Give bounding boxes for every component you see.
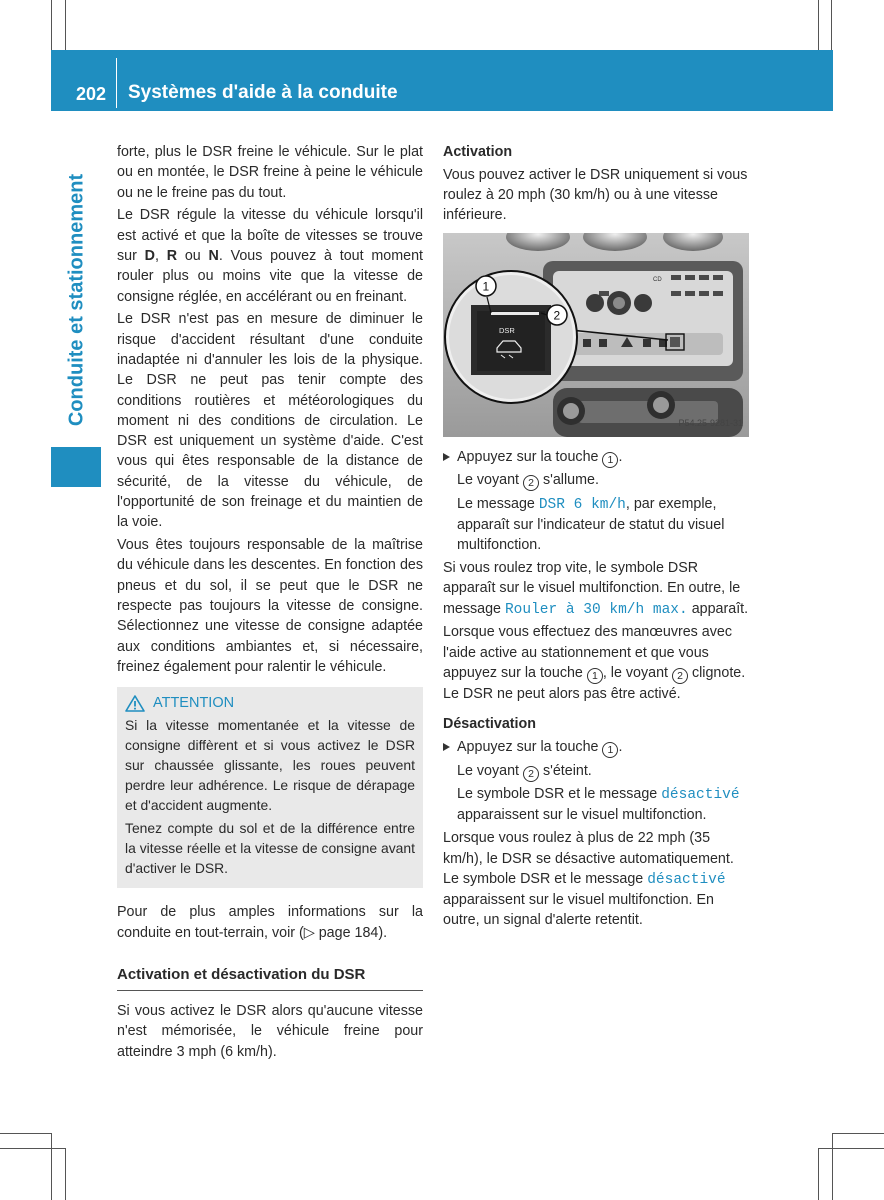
paragraph: Si vous activez le DSR alors qu'aucune vitesse n'est mémorisée, le véhicule freine pour atteindre 3 mph (6 km/h).	[117, 1003, 423, 1060]
text-run: Lorsque vous roulez à plus de 22 mph (35 km/h), le DSR se désactive automatiquement. Le symbole DSR et le message	[443, 830, 734, 887]
text-run: Lorsque vous effectuez des manœuvres avec l'aide active au stationnement et que vous appuyez sur la touche	[443, 624, 733, 682]
paragraph	[443, 828, 749, 930]
column-right	[443, 142, 749, 933]
warning-triangle-icon	[125, 695, 145, 712]
warning-box	[117, 687, 423, 888]
crop-mark	[818, 0, 819, 50]
text-run: Appuyez sur la touche	[457, 739, 603, 756]
paragraph	[443, 622, 749, 704]
crop-mark	[65, 1148, 66, 1200]
step-result	[443, 494, 749, 556]
text-run: . Vous pouvez à tout moment rouler plus ou moins vite que la vitesse de consigne réglée, en accélérant ou en freinant.	[117, 247, 423, 305]
paragraph: Pour de plus amples informations sur la conduite en tout-terrain, voir (▷ page 184).	[117, 904, 423, 941]
gear-r: R	[166, 247, 178, 264]
text-run: Le voyant	[457, 472, 523, 489]
crop-mark	[51, 1133, 52, 1200]
text-run: .	[618, 739, 623, 756]
paragraph: Vous êtes toujours responsable de la maîtrise du véhicule dans les descentes. En fonction des pneus et du sol, il se peut que le DSR ne respecte pas toujours la vitesse de consigne. Sélectionnez une vitesse de consigne adaptée aux conditions ambiantes et, si nécessaire, freinez également pour ralentir le véhicule.	[117, 537, 423, 675]
step-result	[443, 470, 749, 491]
subheading-activation: Activation	[443, 144, 513, 160]
subheading-deactivation: Désactivation	[443, 716, 536, 733]
paragraph: forte, plus le DSR freine le véhicule. Sur le plat ou en montée, le DSR freine à peine le véhicule ou ne le freine pas du tout.	[117, 144, 423, 201]
display-message: Rouler à 30 km/h max.	[504, 601, 688, 618]
step-result	[443, 784, 749, 826]
paragraph	[443, 558, 749, 620]
text-run: Le symbole DSR et le message	[457, 786, 662, 803]
callout-number: 2	[523, 766, 539, 782]
text-run: , le voyant	[602, 665, 672, 682]
text-run: apparaissent sur le visuel multifonction. En outre, un signal d'alerte retentit.	[443, 892, 714, 929]
column-left	[117, 142, 423, 1065]
crop-mark	[818, 1148, 884, 1149]
display-message: désactivé	[647, 871, 726, 888]
step-result	[443, 761, 749, 782]
text-run: ,	[154, 247, 167, 264]
text-run: s'éteint.	[538, 762, 592, 779]
callout-2: 2	[553, 308, 561, 323]
warning-header	[125, 693, 415, 713]
dsr-button-label: DSR	[499, 325, 515, 335]
crop-mark	[832, 1133, 833, 1200]
text-run: .	[618, 448, 623, 465]
callout-number: 2	[672, 668, 688, 684]
crop-mark	[0, 1148, 66, 1149]
callout-number: 1	[602, 452, 618, 468]
text-run: Si vous roulez trop vite, le symbole DSR apparaît sur le visuel multifonction. En outre, le message	[443, 560, 741, 617]
crop-mark	[818, 1148, 819, 1200]
section-heading: Activation et désactivation du DSR	[117, 965, 423, 991]
text-run: ou	[177, 247, 209, 264]
paragraph: Le DSR n'est pas en mesure de diminuer le risque d'accident résultant d'une conduite inadaptée ni d'annuler les lois de la physique. Le DSR ne peut pas tenir compte des conditions routières et météorologiques du moment ni des conditions de circulation. Le DSR est uniquement un système d'aide. C'est vous qui êtes responsable de la distance de sécurité, de la vitesse du véhicule, de l'opportunité de son freinage et du maintien de la voie.	[117, 311, 423, 531]
text-run: Le DSR régule la vitesse du véhicule lorsqu'il est activé et que la boîte de vitesses se trouve sur	[117, 207, 423, 264]
gear-n: N	[208, 247, 219, 264]
callout-number: 1	[602, 742, 618, 758]
header-divider	[116, 58, 117, 108]
crop-mark	[831, 0, 832, 50]
display-message: DSR 6 km/h	[538, 496, 626, 513]
text-run: s'allume.	[538, 472, 599, 489]
text-run: , par exemple, apparaît sur l'indicateur de statut du visuel multifonction.	[457, 495, 725, 554]
figure-caption: P54.25-9281-31	[678, 418, 743, 429]
page-title: Systèmes d'aide à la conduite	[128, 82, 398, 103]
panel-text: CD	[653, 276, 662, 283]
text-run: apparaît.	[687, 600, 749, 617]
instruction-step	[443, 737, 749, 758]
instruction-step	[443, 447, 749, 468]
crop-mark	[65, 0, 66, 50]
paragraph: Vous pouvez activer le DSR uniquement si vous roulez à 20 mph (30 km/h) ou à une vitesse inférieure.	[443, 166, 748, 224]
text-run: Le voyant	[457, 762, 523, 779]
callout-1: 1	[482, 279, 490, 294]
callout-number: 2	[523, 475, 539, 491]
text-run: apparaissent sur le visuel multifonction.	[457, 807, 707, 824]
dashboard-figure	[443, 233, 749, 437]
gear-d: D	[144, 247, 155, 264]
callout-number: 1	[587, 668, 603, 684]
page-number: 202	[76, 84, 107, 104]
warning-title: ATTENTION	[153, 695, 235, 712]
text-run: Appuyez sur la touche	[457, 448, 603, 465]
paragraph	[117, 205, 423, 306]
crop-mark	[832, 1133, 884, 1134]
warning-text: Si la vitesse momentanée et la vitesse de consigne diffèrent et si vous activez le DSR sur chaussée glissante, les roues peuvent perdre leur adhérence. Le risque de dérapage et d'accident augmente.	[125, 717, 415, 814]
side-tab-label: Conduite et stationnement	[65, 173, 88, 427]
dashboard-photo	[443, 233, 749, 437]
crop-mark	[51, 0, 52, 50]
text-run: clignote. Le DSR ne peut alors pas être activé.	[443, 665, 746, 703]
crop-mark	[0, 1133, 51, 1134]
side-tab-marker	[51, 447, 101, 487]
text-run: Le message	[457, 495, 539, 512]
display-message: désactivé	[661, 787, 740, 804]
warning-text: Tenez compte du sol et de la différence entre la vitesse réelle et la vitesse de consigne avant d'activer le DSR.	[125, 820, 415, 877]
